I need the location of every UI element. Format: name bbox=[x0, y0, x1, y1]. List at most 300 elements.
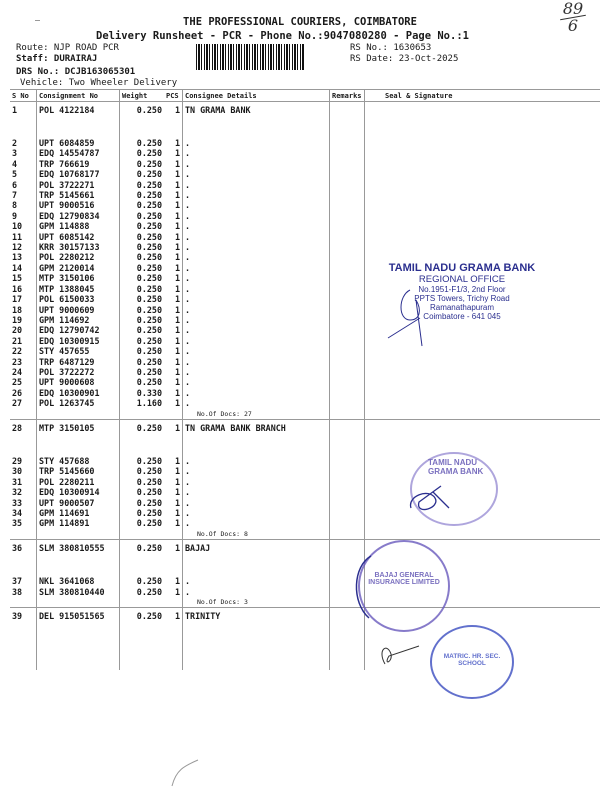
remarks-cell bbox=[330, 273, 365, 283]
weight-cell: 0.250 bbox=[120, 487, 165, 497]
remarks-cell bbox=[330, 325, 365, 335]
sno-cell: 30 bbox=[12, 466, 23, 477]
sno-cell: 34 bbox=[12, 508, 23, 518]
consignee-cell: . bbox=[183, 377, 330, 387]
consignee-cell: . bbox=[183, 357, 330, 367]
seal-cell bbox=[365, 169, 600, 179]
sno-cell: 2 bbox=[12, 138, 18, 148]
pcs-cell: 1 bbox=[174, 262, 180, 273]
weight-cell: 0.250 bbox=[120, 498, 165, 508]
consignment-cell: EDQ 12790834 bbox=[37, 211, 120, 221]
remarks-cell bbox=[330, 346, 365, 356]
table-row bbox=[10, 232, 600, 242]
docs-count: No.Of Docs: 8 bbox=[183, 529, 330, 540]
consignee-cell: . bbox=[183, 336, 330, 346]
stamp-line: Ramanathapuram bbox=[429, 303, 495, 312]
consignment-cell: POL 1263745 bbox=[37, 398, 120, 408]
sno-cell: 1 bbox=[12, 105, 18, 115]
pcs-cell: 1 bbox=[174, 252, 180, 263]
remarks-cell bbox=[330, 466, 365, 476]
consignee-cell: . bbox=[183, 159, 330, 169]
table-row bbox=[10, 242, 600, 252]
seal-cell bbox=[365, 357, 600, 367]
sno-cell: 15 bbox=[12, 273, 23, 284]
sno-cell: 23 bbox=[12, 356, 23, 367]
table-row bbox=[10, 398, 600, 408]
summary-cell bbox=[164, 409, 183, 420]
sno-cell: 17 bbox=[12, 294, 23, 305]
signature-tngb bbox=[380, 280, 440, 350]
weight-cell: 0.250 bbox=[120, 367, 165, 377]
sno-cell: 36 bbox=[12, 543, 23, 554]
weight-cell: 0.250 bbox=[120, 587, 165, 597]
consignment-cell: SLM 380810440 bbox=[37, 587, 120, 597]
runsheet-subtitle: Delivery Runsheet - PCR - Phone No.:9047080280 - Page No.:1 bbox=[96, 30, 469, 42]
seal-cell bbox=[365, 102, 600, 139]
sno-cell: 26 bbox=[12, 387, 23, 398]
summary-cell bbox=[37, 597, 120, 608]
pcs-cell: 1 bbox=[174, 518, 180, 529]
sno-cell: 11 bbox=[12, 231, 23, 242]
consignment-cell: UPT 9000609 bbox=[37, 305, 120, 315]
weight-cell: 0.250 bbox=[120, 200, 165, 210]
remarks-cell bbox=[330, 487, 365, 497]
consignee-cell: . bbox=[183, 221, 330, 231]
pcs-cell: 1 bbox=[174, 487, 180, 498]
consignment-cell: UPT 9000516 bbox=[37, 200, 120, 210]
sno-cell: 33 bbox=[12, 497, 23, 508]
rs-number: RS No.: 1630653 bbox=[350, 43, 432, 53]
pcs-cell: 1 bbox=[174, 422, 180, 433]
weight-cell: 0.330 bbox=[120, 388, 165, 398]
remarks-cell bbox=[330, 252, 365, 262]
sno-cell: 7 bbox=[12, 190, 18, 201]
handwritten-note-bottom: 6 bbox=[567, 16, 579, 35]
sno-cell: 16 bbox=[12, 283, 23, 294]
summary-cell bbox=[10, 644, 37, 670]
remarks-cell bbox=[330, 398, 365, 408]
seal-cell bbox=[365, 148, 600, 158]
remarks-cell bbox=[330, 315, 365, 325]
consignment-cell: SLM 380810555 bbox=[37, 540, 120, 577]
summary-cell bbox=[120, 529, 165, 540]
pcs-cell: 1 bbox=[174, 576, 180, 587]
pcs-cell: 1 bbox=[174, 190, 180, 201]
weight-cell: 0.250 bbox=[120, 148, 165, 158]
pcs-cell: 1 bbox=[174, 543, 180, 554]
table-row bbox=[10, 102, 600, 139]
weight-cell: 0.250 bbox=[120, 540, 165, 577]
sno-cell: 12 bbox=[12, 242, 23, 253]
consignee-cell: . bbox=[183, 305, 330, 315]
sno-cell: 8 bbox=[12, 200, 18, 211]
consignment-cell: NKL 3641068 bbox=[37, 576, 120, 586]
seal-cell bbox=[365, 377, 600, 387]
pcs-cell: 1 bbox=[174, 105, 180, 115]
consignment-cell: KRR 30157133 bbox=[37, 242, 120, 252]
weight-cell: 0.250 bbox=[120, 190, 165, 200]
seal-cell bbox=[365, 232, 600, 242]
sno-cell: 29 bbox=[12, 455, 23, 466]
table-row bbox=[10, 180, 600, 190]
table-row bbox=[10, 357, 600, 367]
col-pcs: PCS bbox=[164, 90, 183, 102]
summary-cell bbox=[37, 644, 120, 670]
remarks-cell bbox=[330, 232, 365, 242]
consignment-cell: POL 4122184 bbox=[37, 102, 120, 139]
consignment-cell: MTP 3150106 bbox=[37, 273, 120, 283]
consignee-cell: . bbox=[183, 232, 330, 242]
weight-cell: 0.250 bbox=[120, 180, 165, 190]
remarks-cell bbox=[330, 221, 365, 231]
consignee-cell: . bbox=[183, 367, 330, 377]
table-row bbox=[10, 169, 600, 179]
sno-cell: 3 bbox=[12, 148, 18, 159]
remarks-cell bbox=[330, 190, 365, 200]
summary-cell bbox=[37, 529, 120, 540]
col-consignment: Consignment No bbox=[37, 90, 120, 102]
sno-cell: 5 bbox=[12, 169, 18, 180]
consignee-cell: TN GRAMA BANK bbox=[183, 102, 330, 139]
remarks-cell bbox=[330, 159, 365, 169]
consignee-cell: . bbox=[183, 211, 330, 221]
pcs-cell: 1 bbox=[174, 231, 180, 242]
consignment-cell: POL 2280212 bbox=[37, 252, 120, 262]
sno-cell: 19 bbox=[12, 314, 23, 325]
remarks-cell bbox=[330, 180, 365, 190]
col-remarks: Remarks bbox=[330, 90, 365, 102]
table-row bbox=[10, 159, 600, 169]
pcs-cell: 1 bbox=[174, 346, 180, 357]
weight-cell: 0.250 bbox=[120, 102, 165, 139]
seal-text: TAMIL NADU GRAMA BANK bbox=[428, 458, 484, 476]
pcs-cell: 1 bbox=[174, 387, 180, 398]
stamp-line: TAMIL NADU GRAMA BANK bbox=[388, 262, 536, 274]
sno-cell: 31 bbox=[12, 476, 23, 487]
consignee-cell: . bbox=[183, 252, 330, 262]
consignment-cell: STY 457655 bbox=[37, 346, 120, 356]
docs-count: No.Of Docs: 3 bbox=[183, 597, 330, 608]
pcs-cell: 1 bbox=[174, 466, 180, 477]
remarks-cell bbox=[330, 419, 365, 456]
sno-cell: 20 bbox=[12, 325, 23, 336]
table-row bbox=[10, 540, 600, 577]
table-row bbox=[10, 325, 600, 335]
weight-cell: 0.250 bbox=[120, 477, 165, 487]
sno-cell: 28 bbox=[12, 422, 23, 433]
drs-number: DRS No.: DCJB163065301 bbox=[16, 67, 136, 77]
seal-cell bbox=[365, 211, 600, 221]
route-label: Route: NJP ROAD PCR bbox=[16, 43, 119, 53]
consignee-cell: . bbox=[183, 576, 330, 586]
consignee-cell: . bbox=[183, 263, 330, 273]
pcs-cell: 1 bbox=[174, 476, 180, 487]
seal-cell bbox=[365, 190, 600, 200]
remarks-cell bbox=[330, 242, 365, 252]
weight-cell: 0.250 bbox=[120, 357, 165, 367]
consignee-cell: TRINITY bbox=[183, 608, 330, 645]
weight-cell: 0.250 bbox=[120, 508, 165, 518]
consignment-cell: EDQ 10300901 bbox=[37, 388, 120, 398]
seal-cell bbox=[365, 200, 600, 210]
weight-cell: 0.250 bbox=[120, 466, 165, 476]
consignment-cell: EDQ 12790742 bbox=[37, 325, 120, 335]
consignee-cell: . bbox=[183, 346, 330, 356]
remarks-cell bbox=[330, 102, 365, 139]
weight-cell: 0.250 bbox=[120, 221, 165, 231]
table-row bbox=[10, 518, 600, 528]
seal-cell bbox=[365, 242, 600, 252]
consignment-cell: POL 6150033 bbox=[37, 294, 120, 304]
remarks-cell bbox=[330, 357, 365, 367]
remarks-cell bbox=[330, 169, 365, 179]
sno-cell: 35 bbox=[12, 518, 23, 529]
pcs-cell: 1 bbox=[174, 221, 180, 232]
consignment-cell: GPM 114891 bbox=[37, 518, 120, 528]
consignee-cell: . bbox=[183, 398, 330, 408]
pcs-cell: 1 bbox=[174, 455, 180, 466]
table-row bbox=[10, 200, 600, 210]
sno-cell: 22 bbox=[12, 346, 23, 357]
seal-cell bbox=[365, 398, 600, 408]
sno-cell: 38 bbox=[12, 586, 23, 597]
sno-cell: 13 bbox=[12, 252, 23, 263]
col-sno: S No bbox=[10, 90, 37, 102]
weight-cell: 0.250 bbox=[120, 608, 165, 645]
vehicle-label: Vehicle: Two Wheeler Delivery bbox=[20, 78, 178, 88]
summary-cell bbox=[330, 529, 365, 540]
consignee-cell: . bbox=[183, 169, 330, 179]
runsheet-body bbox=[10, 102, 600, 671]
consignment-cell: GPM 114691 bbox=[37, 508, 120, 518]
school-round-seal bbox=[430, 625, 514, 699]
weight-cell: 0.250 bbox=[120, 325, 165, 335]
remarks-cell bbox=[330, 456, 365, 466]
runsheet-table bbox=[10, 89, 600, 670]
company-title: THE PROFESSIONAL COURIERS, COIMBATORE bbox=[183, 16, 417, 28]
remarks-cell bbox=[330, 263, 365, 273]
table-row bbox=[10, 487, 600, 497]
summary-cell bbox=[120, 597, 165, 608]
remarks-cell bbox=[330, 211, 365, 221]
pcs-cell: 1 bbox=[174, 210, 180, 221]
pcs-cell: 1 bbox=[174, 314, 180, 325]
group-summary-row bbox=[10, 529, 600, 540]
stamp-line: No.1951-F1/3, 2nd Floor bbox=[418, 285, 506, 294]
weight-cell: 0.250 bbox=[120, 284, 165, 294]
col-weight: Weight bbox=[120, 90, 165, 102]
summary-cell bbox=[164, 597, 183, 608]
table-row bbox=[10, 336, 600, 346]
consignee-cell: . bbox=[183, 477, 330, 487]
pcs-cell: 1 bbox=[174, 169, 180, 180]
pcs-cell: 1 bbox=[174, 179, 180, 190]
summary-cell bbox=[10, 597, 37, 608]
stamp-line: PPTS Towers, Trichy Road bbox=[414, 294, 510, 303]
rs-date: RS Date: 23-Oct-2025 bbox=[350, 54, 459, 64]
consignee-cell: . bbox=[183, 587, 330, 597]
table-row bbox=[10, 367, 600, 377]
weight-cell: 0.250 bbox=[120, 211, 165, 221]
pcs-cell: 1 bbox=[174, 508, 180, 518]
pcs-cell: 1 bbox=[174, 294, 180, 305]
table-header-row bbox=[10, 90, 600, 102]
seal-cell bbox=[365, 221, 600, 231]
sno-cell: 32 bbox=[12, 487, 23, 498]
consignment-cell: DEL 915051565 bbox=[37, 608, 120, 645]
pcs-cell: 1 bbox=[174, 283, 180, 294]
table-row bbox=[10, 148, 600, 158]
consignment-cell: EDQ 10768177 bbox=[37, 169, 120, 179]
weight-cell: 0.250 bbox=[120, 263, 165, 273]
pcs-cell: 1 bbox=[174, 158, 180, 169]
pcs-cell: 1 bbox=[174, 138, 180, 148]
consignee-cell: . bbox=[183, 148, 330, 158]
consignee-cell: . bbox=[183, 325, 330, 335]
seal-cell bbox=[365, 419, 600, 456]
table-row bbox=[10, 456, 600, 466]
consignee-cell: . bbox=[183, 456, 330, 466]
weight-cell: 0.250 bbox=[120, 346, 165, 356]
summary-cell bbox=[164, 529, 183, 540]
summary-cell bbox=[120, 409, 165, 420]
stamp-line: REGIONAL OFFICE bbox=[418, 274, 506, 285]
table-row bbox=[10, 419, 600, 456]
consignment-cell: TRP 5145661 bbox=[37, 190, 120, 200]
pcs-cell: 1 bbox=[174, 377, 180, 388]
table-row bbox=[10, 477, 600, 487]
remarks-cell bbox=[330, 148, 365, 158]
consignment-cell: POL 2280211 bbox=[37, 477, 120, 487]
table-row bbox=[10, 466, 600, 476]
signature-bajaj bbox=[345, 552, 375, 622]
consignment-cell: UPT 6084859 bbox=[37, 138, 120, 148]
summary-cell bbox=[37, 409, 120, 420]
consignee-cell: . bbox=[183, 180, 330, 190]
consignee-cell: . bbox=[183, 190, 330, 200]
handwritten-note-top: 89 bbox=[562, 0, 584, 18]
table-row bbox=[10, 498, 600, 508]
consignee-cell: . bbox=[183, 242, 330, 252]
col-consignee: Consignee Details bbox=[183, 90, 330, 102]
pcs-cell: 1 bbox=[174, 366, 180, 377]
barcode bbox=[196, 44, 304, 70]
weight-cell: 0.250 bbox=[120, 169, 165, 179]
summary-cell bbox=[330, 644, 365, 670]
remarks-cell bbox=[330, 477, 365, 487]
sno-cell: 4 bbox=[12, 158, 18, 169]
sno-cell: 37 bbox=[12, 576, 23, 587]
seal-text: MATRIC. HR. SEC. SCHOOL bbox=[443, 653, 501, 667]
table-row bbox=[10, 508, 600, 518]
sno-cell: 9 bbox=[12, 210, 18, 221]
seal-text: BAJAJ GENERAL INSURANCE LIMITED bbox=[368, 572, 440, 586]
weight-cell: 0.250 bbox=[120, 419, 165, 456]
remarks-cell bbox=[330, 498, 365, 508]
docs-count: No.Of Docs: 27 bbox=[183, 409, 330, 420]
remarks-cell bbox=[330, 518, 365, 528]
table-row bbox=[10, 138, 600, 148]
consignee-cell: . bbox=[183, 273, 330, 283]
table-row bbox=[10, 377, 600, 387]
sno-cell: 21 bbox=[12, 335, 23, 346]
remarks-cell bbox=[330, 367, 365, 377]
table-row bbox=[10, 576, 600, 586]
weight-cell: 0.250 bbox=[120, 159, 165, 169]
pcs-cell: 1 bbox=[174, 356, 180, 367]
pcs-cell: 1 bbox=[174, 273, 180, 284]
table-row bbox=[10, 388, 600, 398]
consignee-cell: . bbox=[183, 200, 330, 210]
seal-cell bbox=[365, 367, 600, 377]
pen-stroke bbox=[168, 740, 208, 790]
summary-cell bbox=[365, 529, 600, 540]
consignee-cell: BAJAJ bbox=[183, 540, 330, 577]
sno-cell: 14 bbox=[12, 262, 23, 273]
pcs-cell: 1 bbox=[174, 398, 180, 409]
summary-cell bbox=[365, 409, 600, 420]
consignment-cell: MTP 1388045 bbox=[37, 284, 120, 294]
summary-cell bbox=[120, 644, 165, 670]
summary-cell bbox=[10, 409, 37, 420]
consignment-cell: GPM 114692 bbox=[37, 315, 120, 325]
stamp-line: Coimbatore - 641 045 bbox=[423, 312, 501, 321]
summary-cell bbox=[330, 409, 365, 420]
seal-cell bbox=[365, 388, 600, 398]
consignment-cell: MTP 3150105 bbox=[37, 419, 120, 456]
consignee-cell: TN GRAMA BANK BRANCH bbox=[183, 419, 330, 456]
pcs-cell: 1 bbox=[174, 335, 180, 346]
consignee-cell: . bbox=[183, 487, 330, 497]
pcs-cell: 1 bbox=[174, 242, 180, 253]
consignee-cell: . bbox=[183, 388, 330, 398]
summary-cell bbox=[10, 529, 37, 540]
sno-cell: 27 bbox=[12, 398, 23, 409]
docs-count bbox=[183, 644, 330, 670]
remarks-cell bbox=[330, 138, 365, 148]
consignee-cell: . bbox=[183, 498, 330, 508]
consignee-cell: . bbox=[183, 508, 330, 518]
weight-cell: 0.250 bbox=[120, 576, 165, 586]
remarks-cell bbox=[330, 508, 365, 518]
seal-cell bbox=[365, 138, 600, 148]
weight-cell: 0.250 bbox=[120, 242, 165, 252]
staff-label: Staff: DURAIRAJ bbox=[16, 54, 98, 64]
weight-cell: 0.250 bbox=[120, 294, 165, 304]
remarks-cell bbox=[330, 200, 365, 210]
consignment-cell: TRP 5145660 bbox=[37, 466, 120, 476]
pcs-cell: 1 bbox=[174, 325, 180, 336]
seal-cell bbox=[365, 180, 600, 190]
table-row bbox=[10, 221, 600, 231]
consignment-cell: GPM 114888 bbox=[37, 221, 120, 231]
weight-cell: 0.250 bbox=[120, 315, 165, 325]
consignment-cell: UPT 9000507 bbox=[37, 498, 120, 508]
pcs-cell: 1 bbox=[174, 304, 180, 315]
consignment-cell: UPT 9000608 bbox=[37, 377, 120, 387]
signature-tngb-branch bbox=[405, 478, 455, 518]
table-row bbox=[10, 346, 600, 356]
consignment-cell: GPM 2120014 bbox=[37, 263, 120, 273]
summary-cell bbox=[164, 644, 183, 670]
sno-cell: 25 bbox=[12, 377, 23, 388]
pcs-cell: 1 bbox=[174, 611, 180, 622]
table-row bbox=[10, 608, 600, 645]
group-summary-row bbox=[10, 597, 600, 608]
consignment-cell: TRP 6487129 bbox=[37, 357, 120, 367]
sno-cell: 6 bbox=[12, 179, 18, 190]
sno-cell: 39 bbox=[12, 611, 23, 622]
